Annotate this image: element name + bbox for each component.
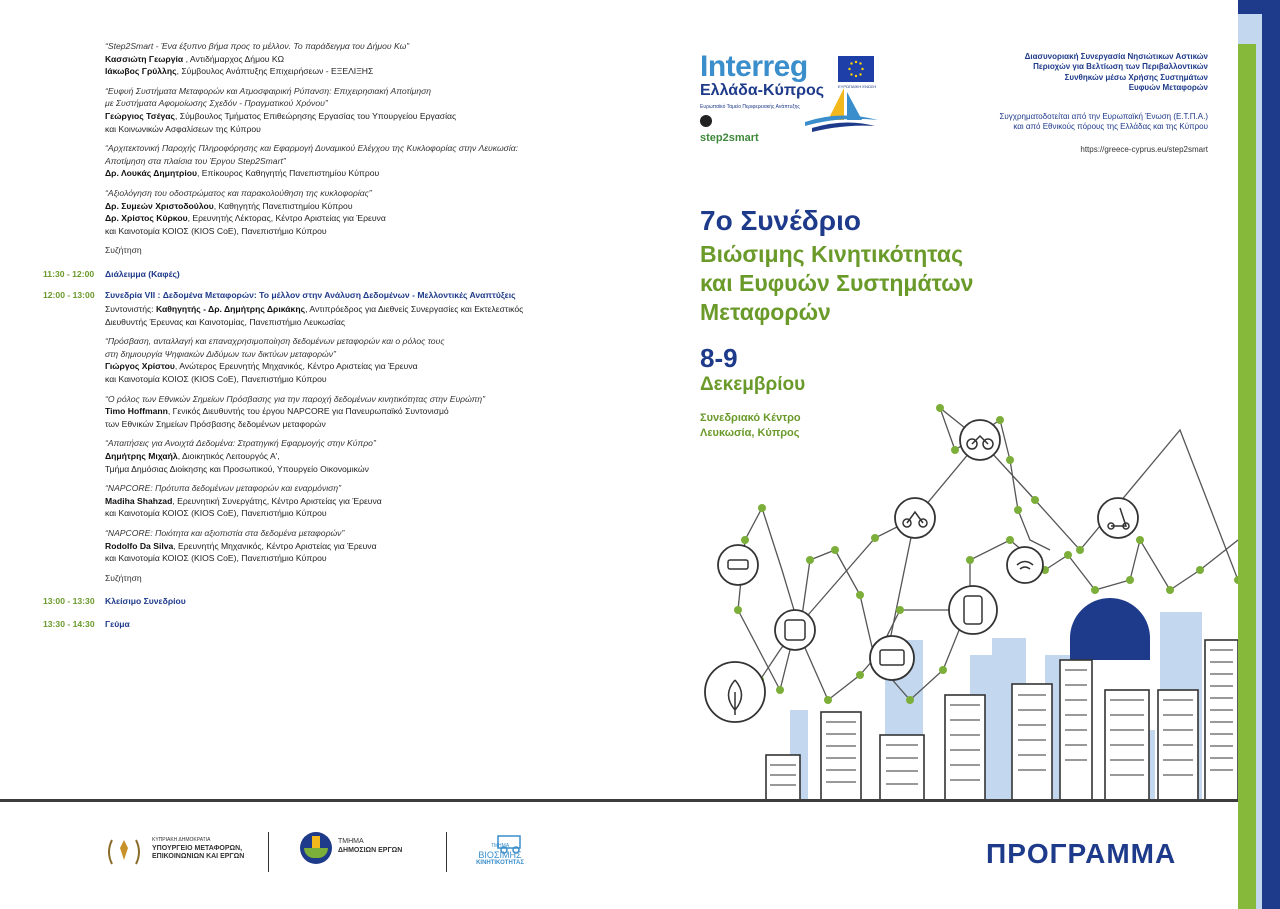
speaker-role: , Ερευνητής Μηχανικός, Κέντρο Αριστείας για Έρευνα <box>173 540 377 551</box>
sailboat-icon <box>800 82 880 139</box>
project-url[interactable]: https://greece-cyprus.eu/step2smart <box>1080 145 1208 154</box>
conference-subtitle <box>700 240 1060 327</box>
talk-title: με Συστήματα Αφομοίωσης Σχεδόν - Πραγματικού Χρόνου” <box>105 98 328 109</box>
dept-line: ΤΜΗΜΑ <box>338 838 364 845</box>
talk-block <box>105 335 643 385</box>
org-line: Διασυνοριακή Συνεργασία Νησιώτικων Αστικών <box>1024 52 1208 61</box>
eu-label: ΕΥΡΩΠΑΪΚΗ ΕΝΩΣΗ <box>838 84 877 89</box>
talk-block <box>105 482 643 520</box>
slot-title: Γεύμα <box>105 618 130 629</box>
talk-block <box>105 142 643 180</box>
org-line: Συνθηκών μέσω Χρήσης Συστημάτων <box>1064 72 1208 82</box>
speaker-name: Rodolfo Da Silva <box>105 540 174 551</box>
venue-line: Λευκωσία, Κύπρος <box>700 427 800 439</box>
talk-title: στη δημιουργία Ψηφιακών Διδύμων των δικτύων μεταφορών” <box>105 348 336 359</box>
time-slot: 13:00 - 13:30 <box>43 596 95 607</box>
wifi-icon <box>1007 547 1043 583</box>
speaker-role: , Ανώτερος Ερευνητής Μηχανικός, Κέντρο Αριστείας για Έρευνα <box>174 361 418 372</box>
speaker-role: , Αντιδήμαρχος Δήμου ΚΩ <box>183 53 285 64</box>
talk-title: Αποτίμηση στα πλαίσια του Έργου Step2Smart” <box>105 155 286 166</box>
phone-icon <box>949 586 997 634</box>
discussion: Συζήτηση <box>105 572 142 583</box>
speaker-role: και Κοινωνικών Ασφαλίσεων της Κύπρου <box>105 123 261 134</box>
time-slot: 13:30 - 14:30 <box>43 618 95 629</box>
speaker-role: , Επίκουρος Καθηγητής Πανεπιστημίου Κύπρου <box>196 168 380 179</box>
speaker-role: και Καινοτομία ΚΟΙΟΣ (KIOS CoE), Πανεπιστήμιο Κύπρου <box>105 225 327 236</box>
speaker-role: και Καινοτομία ΚΟΙΟΣ (KIOS CoE), Πανεπιστήμιο Κύπρου <box>105 553 327 564</box>
org-line: Ευφυών Μεταφορών <box>1128 83 1208 93</box>
cyprus-emblem-icon <box>104 834 144 873</box>
conference-dates: 8-9 <box>700 343 738 373</box>
talk-block <box>105 40 643 78</box>
speaker-role: και Καινοτομία ΚΟΙΟΣ (KIOS CoE), Πανεπιστήμιο Κύπρου <box>105 508 327 519</box>
discussion: Συζήτηση <box>105 245 142 256</box>
speaker-name: Madiha Shahzad <box>105 495 173 506</box>
talk-title: “Ο ρόλος των Εθνικών Σημείων Πρόσβασης για την παροχή δεδομένων κινητικότητας στην Ευρώπη” <box>105 393 485 404</box>
talk-title: “Αξιολόγηση του οδοστρώματος και παρακολούθηση της κυκλοφορίας” <box>105 187 372 198</box>
moderator-block <box>105 303 643 328</box>
bicycle-icon <box>960 420 1000 460</box>
speaker-role: , Γενικός Διευθυντής του έργου NAPCORE για Πανευρωπαϊκό Συντονισμό <box>167 406 449 417</box>
talk-block <box>105 393 643 431</box>
program-name: Ελλάδα-Κύπρος <box>700 82 825 99</box>
ministry-name <box>152 836 244 862</box>
sustainable-mobility-name <box>470 842 530 868</box>
speaker-role: , Καθηγητής Πανεπιστημίου Κύπρου <box>213 200 353 211</box>
public-works-logo-icon <box>300 832 332 864</box>
org-line: Περιοχών για Βελτίωση των Περιβαλλοντικών <box>1033 62 1208 72</box>
speaker-name: Ιάκωβος Γρύλλης <box>105 66 177 77</box>
moderator-name: Καθηγητής - Δρ. Δημήτρης Δρικάκης <box>155 304 306 315</box>
kick-scooter-icon <box>1098 498 1138 538</box>
speaker-role: , Σύμβουλος Ανάπτυξης Επιχειρήσεων - ΕΞΕΛΙΞΗΣ <box>176 66 374 77</box>
schedule-row <box>43 595 643 608</box>
dept-line: ΔΗΜΟΣΙΩΝ ΕΡΓΩΝ <box>338 846 403 854</box>
speaker-role: , Ερευνητής Λέκτορας, Κέντρο Αριστείας για Έρευνα <box>187 213 386 224</box>
speaker-role: και Καινοτομία ΚΟΙΟΣ (KIOS CoE), Πανεπιστήμιο Κύπρου <box>105 374 327 385</box>
step2smart-logo-icon <box>700 115 712 127</box>
subtitle-line: Μεταφορών <box>700 299 831 325</box>
sm-line: ΒΙΟΣΙΜΗΣ <box>478 849 522 860</box>
talk-block <box>105 85 643 135</box>
speaker-name: Κασσιώτη Γεωργία <box>105 53 184 64</box>
speaker-role: , Σύμβουλος Τμήματος Επιθεώρησης Εργασίας του Υπουργείου Εργασίας <box>175 110 457 121</box>
talk-block <box>105 187 643 237</box>
slot-title: Κλείσιμο Συνεδρίου <box>105 596 186 607</box>
speaker-role: , Ερευνητική Συνεργάτης, Κέντρο Αριστείας για Έρευνα <box>172 495 382 506</box>
bottom-divider <box>0 799 1238 802</box>
talk-title: “Αρχιτεκτονική Παροχής Πληροφόρησης και Εφαρμογή Δυναμικού Ελέγχου της Κυκλοφορίας στην Λευκωσία: <box>105 143 519 154</box>
talk-title: “NAPCORE: Πρότυπα δεδομένων μεταφορών και εναρμόνιση” <box>105 483 341 494</box>
project-name: step2smart <box>700 132 759 144</box>
talk-block <box>105 527 643 565</box>
time-slot: 12:00 - 13:00 <box>43 289 95 300</box>
ministry-line: ΥΠΟΥΡΓΕΙΟ ΜΕΤΑΦΟΡΩΝ, <box>152 844 243 852</box>
conference-month: Δεκεμβρίου <box>700 374 806 395</box>
speaker-name: Δρ. Λουκάς Δημητρίου <box>105 168 197 179</box>
public-works-name <box>338 838 402 855</box>
sm-line: ΚΙΝΗΤΙΚΟΤΗΤΑΣ <box>476 860 524 866</box>
schedule-row <box>43 289 643 302</box>
funding-note <box>930 112 1208 133</box>
car-icon <box>718 545 758 585</box>
schedule-row <box>43 268 643 281</box>
session-title: Συνεδρία VII : Δεδομένα Μεταφορών: Το μέλλον στην Ανάλυση Δεδομένων - Μελλοντικές Αναπτύξεις <box>105 289 516 300</box>
ministry-line: ΕΠΙΚΟΙΝΩΝΙΩΝ ΚΑΙ ΕΡΓΩΝ <box>152 853 245 860</box>
moderator-role: , Αντιπρόεδρος για Διεθνείς Συνεργασίες και Εκτελεστικός <box>305 304 524 315</box>
speaker-name: Γεώργιος Τσέγας <box>105 110 175 121</box>
fund-line: Συγχρηματοδοτείται από την Ευρωπαϊκή Ένωση (Ε.Τ.Π.Α.) <box>999 112 1208 121</box>
speaker-name: Δρ. Συμεών Χριστοδούλου <box>105 200 214 211</box>
talk-title: “Ευφυή Συστήματα Μεταφορών και Ατμοσφαιρική Ρύπανση: Επιχειρησιακή Αποτίμηση <box>105 85 432 96</box>
time-slot: 11:30 - 12:00 <box>43 268 95 279</box>
subtitle-line: Βιώσιμης Κινητικότητας <box>700 241 964 267</box>
talk-title: “Step2Smart - Ένα έξυπνο βήμα προς το μέλλον. Το παράδειγμα του Δήμου Κω” <box>105 41 410 51</box>
speaker-role: Τμήμα Δημόσιας Διοίκησης και Προσωπικού, Υπουργείο Οικονομικών <box>105 463 369 474</box>
program-column <box>43 40 643 639</box>
scooter-icon <box>895 498 935 538</box>
talk-title: “NAPCORE: Ποιότητα και αξιοπιστία στα δεδομένα μεταφορών” <box>105 528 345 538</box>
fund-name: Ευρωπαϊκό Ταμείο Περιφερειακής Ανάπτυξης <box>700 104 800 110</box>
speaker-role: των Εθνικών Σημείων Πρόσβασης δεδομένων μεταφορών <box>105 418 326 429</box>
speaker-role: , Διοικητικός Λειτουργός Α', <box>177 451 280 462</box>
fund-line: και από Εθνικούς πόρους της Ελλάδας και της Κύπρου <box>1013 122 1208 132</box>
conference-title: 7ο Συνέδριο <box>700 205 861 236</box>
organization-description <box>930 52 1208 94</box>
talk-block <box>105 437 643 475</box>
subtitle-line: και Ευφυών Συστημάτων <box>700 270 974 296</box>
venue-line: Συνεδριακό Κέντρο <box>700 412 801 424</box>
speaker-name: Δρ. Χρίστος Κύρκου <box>105 213 188 224</box>
sm-line: ΤΜΗΜΑ <box>490 843 510 849</box>
moderator-role: Διευθυντής Έρευνας και Καινοτομίας, Πανεπιστήμιο Λευκωσίας <box>105 316 345 327</box>
slot-title: Διάλειμμα (Καφές) <box>105 268 180 279</box>
speaker-name: Timo Hoffmann <box>105 406 168 417</box>
speaker-name: Γιώργος Χρίστου <box>105 361 175 372</box>
ministry-line: ΚΥΠΡΙΑΚΗ ΔΗΜΟΚΡΑΤΙΑ <box>152 837 211 843</box>
footer-separator <box>446 832 447 872</box>
bus-icon <box>870 636 914 680</box>
schedule-row <box>43 618 643 631</box>
interreg-logo-text: Interreg <box>700 50 808 83</box>
eu-flag-icon <box>838 56 874 82</box>
talk-title: “Πρόσβαση, ανταλλαγή και επαναχρησιμοποίηση δεδομένων μεταφορών και ο ρόλος τους <box>105 336 445 347</box>
programme-heading: ΠΡΟΓΡΑΜΜΑ <box>986 838 1177 869</box>
talk-title: “Απαιτήσεις για Ανοιχτά Δεδομένα: Στρατηγική Εφαρμογής στην Κύπρο” <box>105 438 376 449</box>
footer-separator <box>268 832 269 872</box>
city-network-illustration <box>700 400 1238 800</box>
moderator-label: Συντονιστής: <box>105 304 156 315</box>
stripe-green <box>1238 44 1256 909</box>
speaker-name: Δημήτρης Μιχαήλ <box>105 451 178 462</box>
train-icon <box>775 610 815 650</box>
sun-shape <box>1070 598 1150 660</box>
